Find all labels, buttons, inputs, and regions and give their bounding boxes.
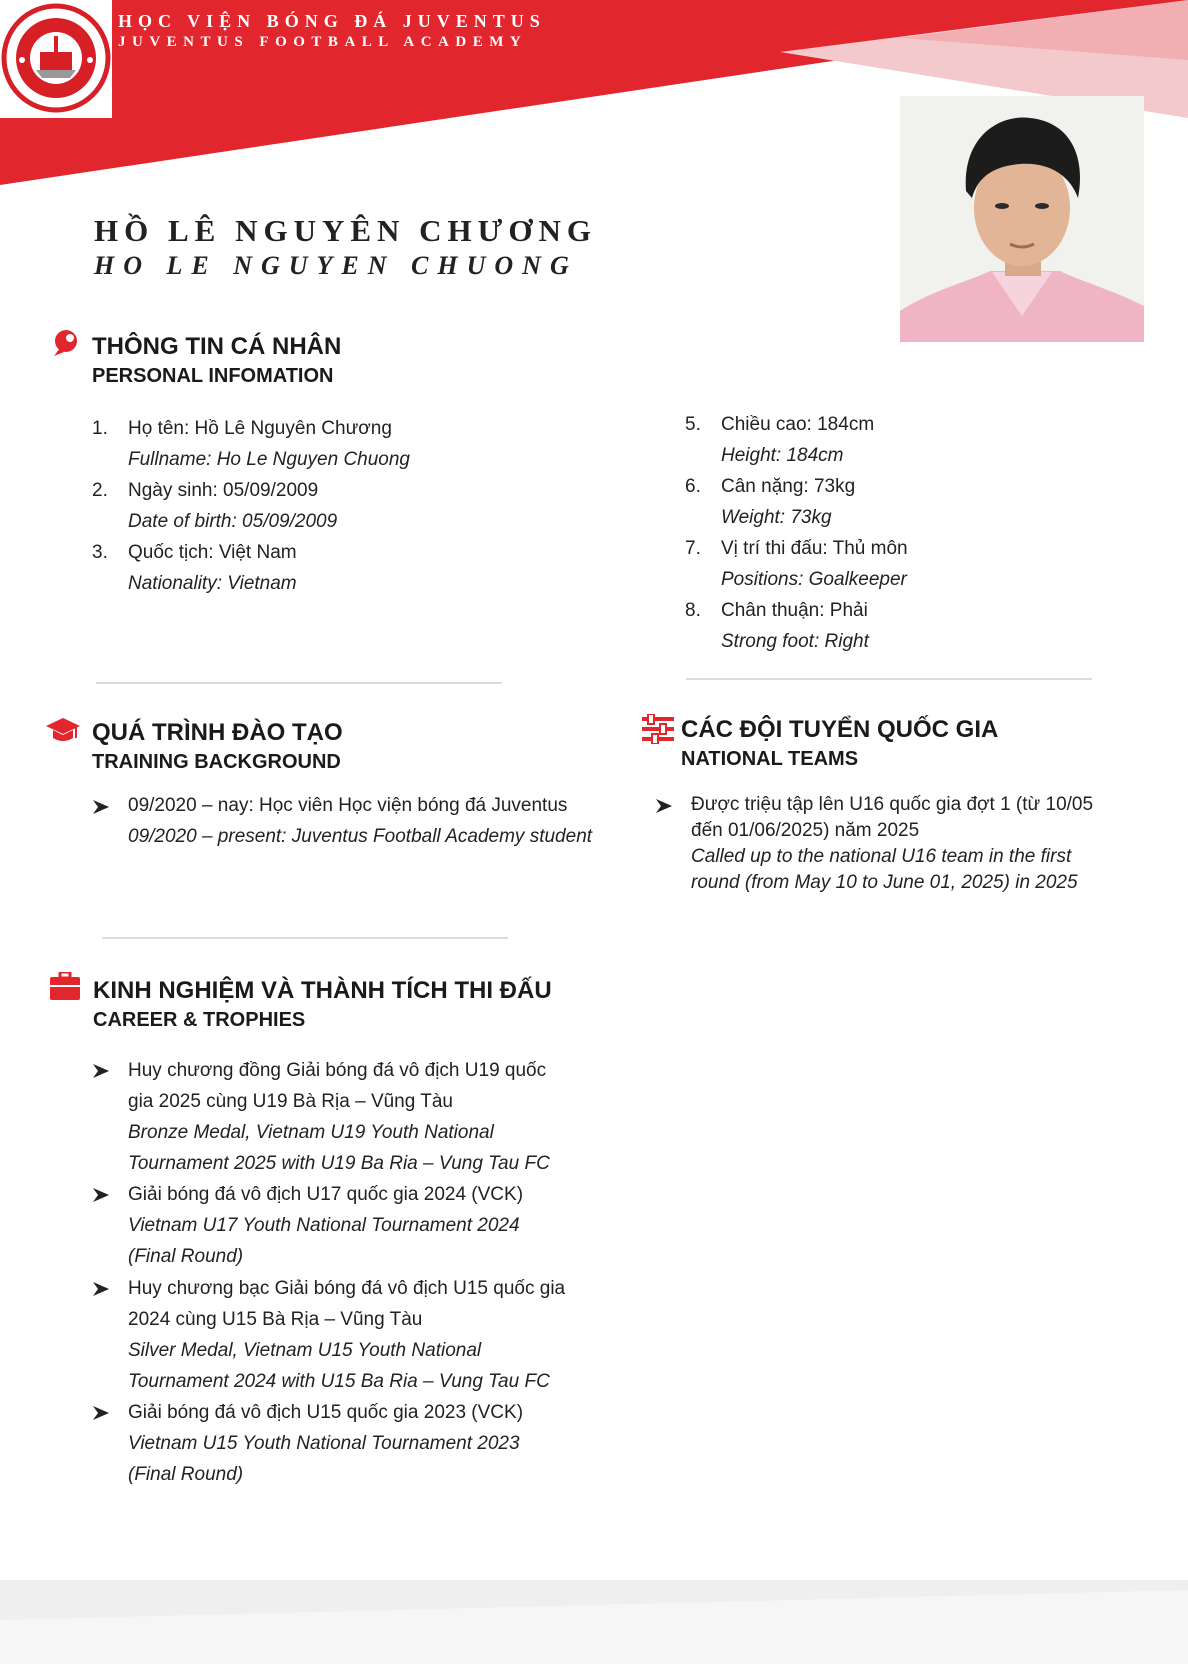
player-name-en: HO LE NGUYEN CHUONG [94,251,578,280]
career-section-title [93,976,552,1034]
list-number: 7. [685,538,701,559]
career-item-line: Giải bóng đá vô địch U15 quốc gia 2023 (VCK) [128,1402,524,1423]
dob-en: Date of birth: 05/09/2009 [128,511,338,532]
career-item-line: 2024 cùng U15 Bà Rịa – Vũng Tàu [128,1309,423,1330]
arrow-bullet-icon [655,798,673,814]
career-item-en-line: Tournament 2025 with U19 Ba Ria – Vung Tau FC [128,1153,550,1174]
career-item-line: Huy chương bạc Giải bóng đá vô địch U15 quốc gia [128,1278,566,1299]
academy-name-en: JUVENTUS FOOTBALL ACADEMY [118,34,528,50]
position-en: Positions: Goalkeeper [721,569,907,590]
training-title-vi: QUÁ TRÌNH ĐÀO TẠO [92,719,343,746]
career-item-line: Giải bóng đá vô địch U17 quốc gia 2024 (VCK) [128,1184,524,1205]
list-number: 6. [685,476,701,497]
training-item-vi: 09/2020 – nay: Học viên Học viện bóng đá Juventus [128,795,568,816]
national-item-en-line: Called up to the national U16 team in the first [691,846,1072,867]
arrow-bullet-icon [92,799,110,815]
career-item-en-line: Vietnam U15 Youth National Tournament 2023 [128,1433,520,1454]
graduation-cap-icon [46,718,80,744]
footer-band [0,1580,1188,1664]
fullname-vi: Họ tên: Hồ Lê Nguyên Chương [128,418,392,439]
height-vi: Chiều cao: 184cm [721,414,875,435]
nationality-vi: Quốc tịch: Việt Nam [128,542,297,563]
training-title-en: TRAINING BACKGROUND [92,751,341,773]
sliders-icon [642,714,674,744]
player-photo [900,96,1144,342]
height-en: Height: 184cm [721,445,844,466]
player-name [94,212,597,282]
arrow-bullet-icon [92,1187,110,1203]
career-item-en-line: Silver Medal, Vietnam U15 Youth National [128,1340,482,1361]
divider [102,937,508,939]
list-number: 2. [92,480,108,501]
career-item-en-line: (Final Round) [128,1464,244,1485]
national-title-en: NATIONAL TEAMS [681,748,859,770]
divider [96,682,502,684]
weight-en: Weight: 73kg [721,507,832,528]
training-item-en: 09/2020 – present: Juventus Football Academy student [128,826,593,847]
club-logo [0,0,112,118]
weight-vi: Cân nặng: 73kg [721,476,856,497]
career-item-en-line: Vietnam U17 Youth National Tournament 2024 [128,1215,520,1236]
career-item-en-line: Tournament 2024 with U15 Ba Ria – Vung Tau FC [128,1371,550,1392]
career-title-vi: KINH NGHIỆM VÀ THÀNH TÍCH THI ĐẤU [93,977,552,1004]
personal-section-title [92,332,341,390]
academy-name-vi: HỌC VIỆN BÓNG ĐÁ JUVENTUS [118,11,546,31]
national-item-vi-line: đến 01/06/2025) năm 2025 [691,820,920,841]
divider [686,678,1092,680]
dob-vi: Ngày sinh: 05/09/2009 [128,480,319,501]
strong-foot-vi: Chân thuận: Phải [721,600,868,621]
list-number: 3. [92,542,108,563]
list-number: 1. [92,418,108,439]
national-item-vi-line: Được triệu tập lên U16 quốc gia đợt 1 (từ 10/05 [691,794,1094,815]
personal-title-vi: THÔNG TIN CÁ NHÂN [92,333,342,360]
nationality-en: Nationality: Vietnam [128,573,297,594]
career-item-en-line: Bronze Medal, Vietnam U19 Youth National [128,1122,494,1143]
player-name-vi: HỒ LÊ NGUYÊN CHƯƠNG [94,213,597,248]
list-number: 8. [685,600,701,621]
national-item [691,792,1093,896]
arrow-bullet-icon [92,1405,110,1421]
academy-name [118,10,546,52]
career-item-line: Huy chương đồng Giải bóng đá vô địch U19 quốc [128,1060,547,1081]
arrow-bullet-icon [92,1063,110,1079]
training-section-title [92,718,343,776]
strong-foot-en: Strong foot: Right [721,631,869,652]
fullname-en: Fullname: Ho Le Nguyen Chuong [128,449,411,470]
national-title-vi: CÁC ĐỘI TUYỂN QUỐC GIA [681,716,999,743]
arrow-bullet-icon [92,1281,110,1297]
briefcase-icon [50,972,80,1000]
career-item-en-line: (Final Round) [128,1246,244,1267]
list-number: 5. [685,414,701,435]
personal-title-en: PERSONAL INFOMATION [92,365,334,387]
career-item-line: gia 2025 cùng U19 Bà Rịa – Vũng Tàu [128,1091,453,1112]
career-title-en: CAREER & TROPHIES [93,1009,306,1031]
national-item-en-line: round (from May 10 to June 01, 2025) in 2025 [691,872,1078,893]
national-section-title [681,715,998,773]
position-vi: Vị trí thi đấu: Thủ môn [721,538,908,559]
user-icon [50,328,80,358]
